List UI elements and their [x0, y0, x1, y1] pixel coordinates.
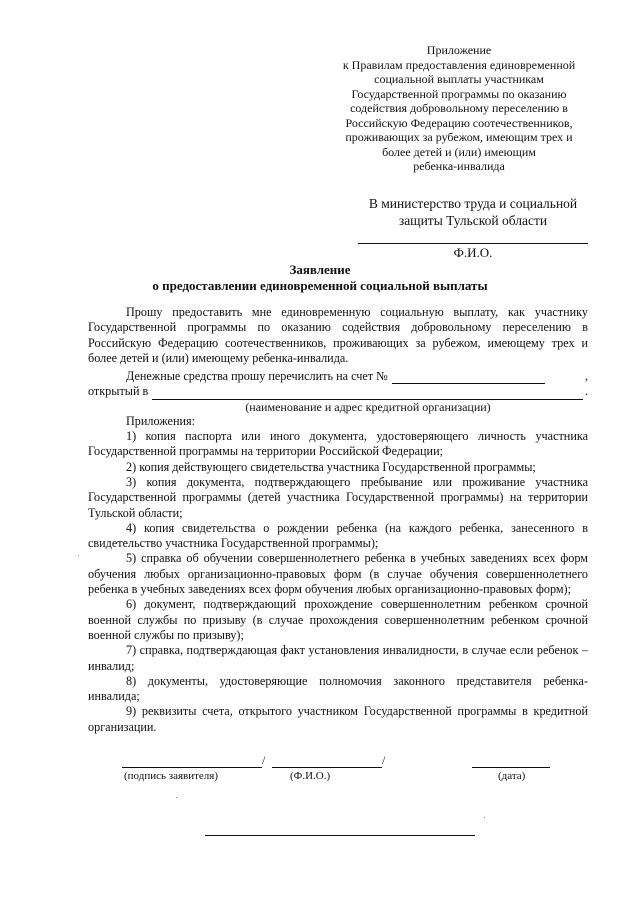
application-body	[88, 305, 588, 735]
addressee-line-1: В министерство труда и социальной	[368, 196, 578, 211]
appendix-line: Российскую Федерацию соотечественников,	[345, 115, 573, 130]
date-caption: (дата)	[498, 770, 526, 782]
attachments-heading: Приложения:	[126, 413, 195, 428]
applicant-signature-caption: (подпись заявителя)	[124, 770, 219, 782]
attachment-item: 5) справка об обучении совершеннолетнего ребенка в учебных заведениях всех форм обучения любых организационно-правовых форм (в случае обучения совершеннолетнего ребенка в учебных заведениях всех форм обучения любых организационно-правовых форм);	[88, 551, 588, 597]
signature-fio-caption: (Ф.И.О.)	[290, 770, 331, 782]
attachment-item: 9) реквизиты счета, открытого участником Государственной программы в кредитной организации.	[88, 704, 588, 734]
signature-field[interactable]	[122, 767, 262, 768]
applicant-fio-label: Ф.И.О.	[453, 245, 493, 260]
signature-row	[122, 753, 552, 787]
attachment-item: 1) копия паспорта или иного документа, удостоверяющего личность участника Государственной программы на территории Российской Федерации;	[88, 429, 588, 459]
attachment-item: 7) справка, подтверждающая факт установления инвалидности, в случае если ребенок – инвалид;	[88, 643, 588, 673]
signature-slash: /	[382, 753, 386, 767]
attachment-item: 2) копия действующего свидетельства участника Государственной программы;	[126, 459, 536, 474]
appendix-line: проживающих за рубежом, имеющим трех и	[345, 130, 573, 144]
account-label: Денежные средства прошу перечислить на счет №	[126, 369, 388, 384]
signature-slash: /	[262, 753, 266, 767]
addressee-line-2: защиты Тульской области	[398, 213, 548, 228]
credit-organization-field[interactable]	[152, 388, 583, 400]
opened-tail: .	[584, 384, 588, 399]
attachment-item: 6) документ, подтверждающий прохождение совершеннолетним ребенком срочной военной службы по призыву (в случае прохождения совершеннолетним ребенком срочной военной службы по призыву);	[88, 597, 588, 642]
account-tail: ,	[584, 369, 588, 384]
opened-label: открытый в	[88, 384, 149, 399]
account-row	[88, 369, 588, 384]
credit-organization-caption: (наименование и адрес кредитной организации)	[245, 399, 491, 414]
applicant-fio-line[interactable]	[358, 243, 588, 244]
bottom-rule	[205, 835, 475, 836]
attachment-item: 8) документы, удостоверяющие полномочия законного представителя ребенка-инвалида;	[88, 673, 588, 704]
scan-speck	[484, 817, 485, 818]
attachment-item: 4) копия свидетельства о рождении ребенка (на каждого ребенка, занесенного в свидетельство участника Государственной программы);	[88, 520, 588, 551]
addressee-block	[360, 195, 586, 229]
request-paragraph: Прошу предоставить мне единовременную социальную выплату, как участнику Государственной программы по оказанию содействия добровольному переселению в Российскую Федерацию соотечественников, проживающих за рубежом, имеющему трех и более детей и (или) имеющему ребенка-инвалида.	[88, 305, 588, 365]
signature-fio-field[interactable]	[272, 767, 382, 768]
appendix-line: ребенка-инвалида	[413, 159, 505, 173]
title-line-2: о предоставлении единовременной социальной выплаты	[152, 277, 488, 293]
date-field[interactable]	[472, 767, 550, 768]
appendix-line: более детей и (или) имеющим	[382, 144, 536, 159]
scan-speck	[78, 555, 79, 556]
appendix-line: социальной выплаты участникам	[374, 72, 544, 86]
appendix-header	[330, 43, 588, 174]
title-line-1: Заявление	[289, 262, 351, 277]
appendix-line: Приложение	[426, 43, 492, 57]
account-number-field[interactable]	[392, 372, 545, 384]
attachment-item: 3) копия документа, подтверждающего пребывание или проживание участника Государственной программы (детей участника Государственной программы) на территории Тульской области;	[88, 474, 588, 520]
appendix-line: к Правилам предоставления единовременной	[342, 57, 576, 72]
appendix-line: содействия добровольному переселению в	[350, 101, 568, 115]
scan-speck	[176, 797, 177, 798]
document-title	[80, 262, 560, 293]
appendix-line: Государственной программы по оказанию	[351, 86, 567, 101]
opened-row	[88, 384, 588, 399]
